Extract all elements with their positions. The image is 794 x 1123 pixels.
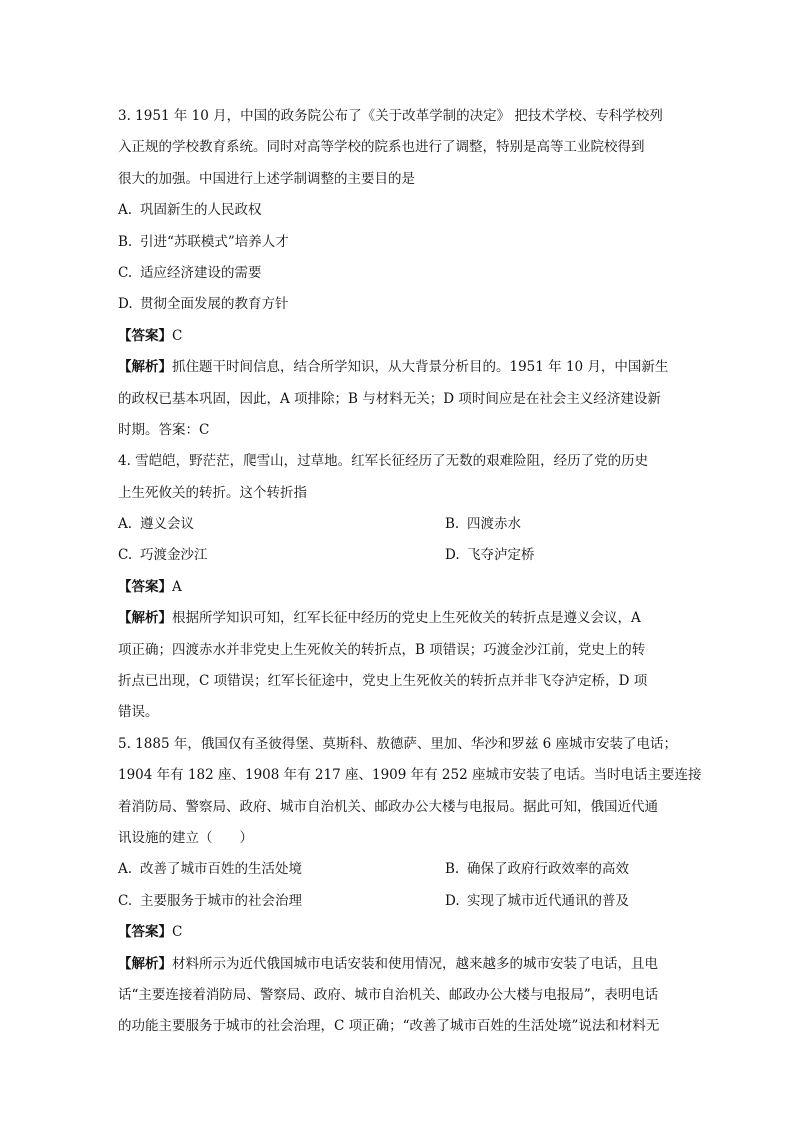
analysis-line: 错误。 [118, 704, 159, 721]
analysis-label: 【解析】 [118, 610, 172, 627]
analysis-line: 【解析】根据所学知识可知，红军长征中经历的党史上生死攸关的转折点是遵义会议，A [118, 610, 641, 627]
answer-line [118, 321, 678, 352]
analysis-label: 【解析】 [118, 359, 172, 376]
option-a: A. 改善了城市百姓的生活处境 [118, 861, 302, 878]
option-row [118, 540, 678, 571]
option-b: B. 确保了政府行政效率的高效 [445, 861, 629, 878]
option-row [118, 509, 678, 540]
question-4 [118, 446, 678, 729]
analysis-line: 折点已出现，C 项错误；红军长征途中，党史上生死攸关的转折点并非飞夺泸定桥，D 项 [118, 673, 648, 690]
answer-value: A [172, 578, 182, 595]
question-stem-line: 3. 1951 年 10 月，中国的政务院公布了《关于改革学制的决定》 把技术学校、专科学校列 [118, 108, 663, 124]
analysis-line: 【解析】抓住题干时间信息，结合所学知识，从大背景分析目的。1951 年 10 月，中国新生 [118, 359, 669, 376]
answer-value: C [172, 327, 183, 344]
option-row [118, 886, 678, 917]
question-stem-line: 1904 年有 182 座、1908 年有 217 座、1909 年有 252 座城市安装了电话。当时电话主要连接 [118, 767, 702, 784]
option-c: C. 主要服务于城市的社会治理 [118, 892, 302, 909]
question-5 [118, 729, 702, 1043]
question-stem-line: 5. 1885 年，俄国仅有圣彼得堡、莫斯科、敖德萨、里加、华沙和罗兹 6 座城市安装了电话； [118, 735, 677, 752]
option-row [118, 854, 678, 885]
question-stem-line: 上生死攸关的转折。这个转折指 [118, 484, 307, 501]
option-d: D. 实现了城市近代通讯的普及 [445, 892, 629, 909]
option-d: D. 贯彻全面发展的教育方针 [118, 296, 289, 313]
option-c: C. 巧渡金沙江 [118, 547, 208, 564]
option-d: D. 飞夺泸定桥 [445, 547, 535, 564]
option-a: A. 巩固新生的人民政权 [118, 202, 262, 219]
answer-line [118, 917, 678, 948]
document-page [118, 101, 702, 1043]
analysis-line: 【解析】材料所示为近代俄国城市电话安装和使用情况，越来越多的城市安装了电话，且电 [118, 955, 658, 972]
answer-line [118, 572, 678, 603]
analysis-line: 话“主要连接着消防局、警察局、政府、城市自治机关、邮政办公大楼与电报局”，表明电话 [118, 986, 659, 1003]
answer-label: 【答案】 [118, 327, 172, 344]
question-stem-line: 很大的加强。中国进行上述学制调整的主要目的是 [118, 170, 415, 187]
question-stem-line: 讯设施的建立（ ） [118, 829, 253, 846]
option-a: A. 遵义会议 [118, 516, 194, 533]
answer-label: 【答案】 [118, 578, 172, 595]
answer-value: C [172, 924, 183, 941]
analysis-line: 的政权已基本巩固，因此，A 项排除；B 与材料无关；D 项时间应是在社会主义经济建设新 [118, 390, 661, 407]
option-b: B. 四渡赤水 [445, 516, 521, 533]
question-3 [118, 101, 678, 446]
option-c: C. 适应经济建设的需要 [118, 264, 262, 281]
question-stem-line: 入正规的学校教育系统。同时对高等学校的院系也进行了调整，特别是高等工业院校得到 [118, 139, 645, 156]
question-stem-line: 4. 雪皑皑，野茫茫，爬雪山，过草地。红军长征经历了无数的艰难险阻，经历了党的历史 [118, 453, 649, 470]
option-b: B. 引进“苏联模式”培养人才 [118, 233, 289, 250]
analysis-line: 的功能主要服务于城市的社会治理，C 项正确；“改善了城市百姓的生活处境”说法和材料无 [118, 1018, 660, 1035]
analysis-line: 项正确；四渡赤水并非党史上生死攸关的转折点，B 项错误；巧渡金沙江前，党史上的转 [118, 641, 646, 658]
answer-label: 【答案】 [118, 924, 172, 941]
question-stem-line: 着消防局、警察局、政府、城市自治机关、邮政办公大楼与电报局。据此可知，俄国近代通 [118, 798, 658, 815]
analysis-label: 【解析】 [118, 955, 172, 972]
analysis-line: 时期。答案：C [118, 421, 210, 438]
